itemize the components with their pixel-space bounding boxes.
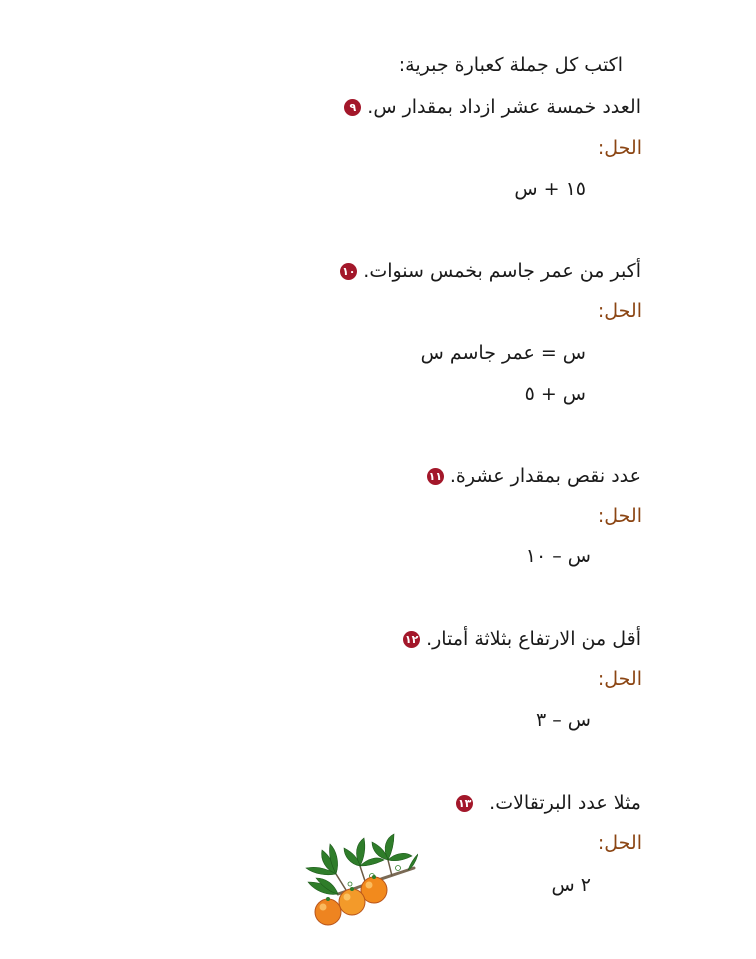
- solution-label: الحل:: [597, 668, 642, 690]
- answer-line: ٢ س: [551, 874, 591, 896]
- question-10: [340, 260, 641, 282]
- question-number-badge: ١٠: [342, 264, 356, 278]
- answer-line: س = عمر جاسم س: [420, 342, 586, 364]
- question-number-badge: ١٢: [404, 632, 419, 646]
- solution-label: الحل:: [597, 137, 642, 159]
- answer-line: س + ٥: [524, 383, 586, 405]
- question-text: عدد نقص بمقدار عشرة.: [449, 465, 641, 487]
- question-9: [344, 96, 641, 118]
- question-text: أكبر من عمر جاسم بخمس سنوات.: [363, 260, 641, 282]
- question-number-badge: ١٣: [457, 796, 472, 810]
- answer-line: ١٥ + س: [514, 178, 586, 200]
- question-number-badge: ٩: [344, 99, 361, 116]
- question-11: [427, 465, 641, 487]
- orange-branch-illustration: [296, 830, 418, 930]
- solution-label: الحل:: [597, 300, 642, 322]
- question-number-badge: ١١: [428, 469, 443, 483]
- question-13: [456, 792, 641, 814]
- question-text: العدد خمسة عشر ازداد بمقدار س.: [367, 96, 641, 118]
- answer-line: س – ٣: [536, 709, 591, 731]
- answer-line: س – ١٠: [525, 545, 591, 567]
- instruction-text: اكتب كل جملة كعبارة جبرية:: [398, 54, 623, 76]
- solution-label: الحل:: [597, 505, 642, 527]
- question-text: أقل من الارتفاع بثلاثة أمتار.: [426, 628, 641, 650]
- question-12: [403, 628, 641, 650]
- question-text: مثلا عدد البرتقالات.: [489, 792, 641, 814]
- solution-label: الحل:: [597, 832, 642, 854]
